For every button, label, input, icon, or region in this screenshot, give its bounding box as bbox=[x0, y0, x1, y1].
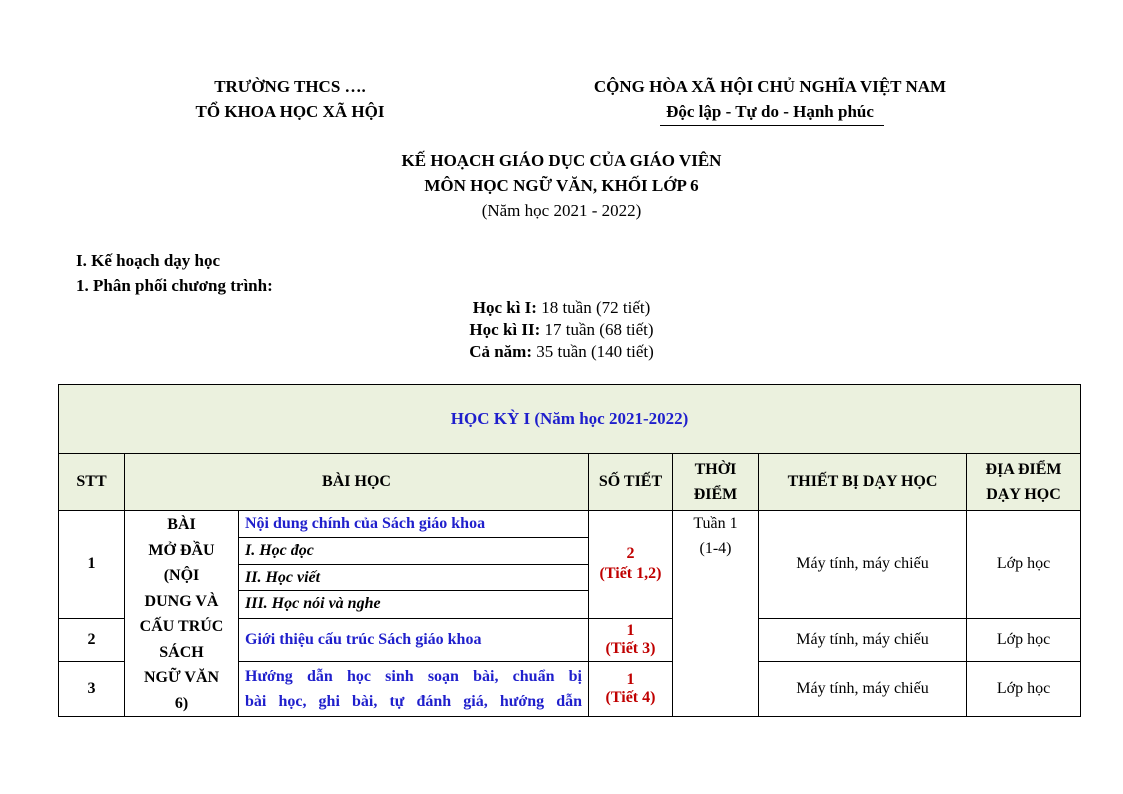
country-name: CỘNG HÒA XÃ HỘI CHỦ NGHĨA VIỆT NAM bbox=[593, 77, 947, 96]
lesson-item: II. Học viết bbox=[239, 564, 589, 590]
summary-year: Cả năm: 35 tuần (140 tiết) bbox=[469, 342, 654, 361]
title-line-1: KẾ HOẠCH GIÁO DỤC CỦA GIÁO VIÊN bbox=[401, 151, 722, 170]
row-equipment: Máy tính, máy chiếu bbox=[759, 511, 967, 619]
program-summary bbox=[0, 297, 1123, 363]
time-cell: Tuần 1 (1-4) bbox=[673, 511, 759, 717]
school-name: TRƯỜNG THCS …. bbox=[214, 77, 366, 96]
header-time: THỜI ĐIỂM bbox=[673, 454, 759, 511]
document-title bbox=[0, 148, 1123, 223]
semester-banner: HỌC KỲ I (Năm học 2021-2022) bbox=[59, 385, 1081, 454]
table-row bbox=[59, 511, 1081, 538]
title-line-2: MÔN HỌC NGỮ VĂN, KHỐI LỚP 6 bbox=[424, 176, 699, 195]
header-stt: STT bbox=[59, 454, 125, 511]
lesson-item: Nội dung chính của Sách giáo khoa bbox=[239, 511, 589, 538]
row-periods: 2 (Tiết 1,2) bbox=[589, 511, 673, 619]
row-location: Lớp học bbox=[967, 618, 1081, 661]
row-location: Lớp học bbox=[967, 511, 1081, 619]
table-header-row bbox=[59, 454, 1081, 511]
department-name: TỔ KHOA HỌC XÃ HỘI bbox=[195, 102, 385, 121]
lesson-item: III. Học nói và nghe bbox=[239, 591, 589, 618]
header-lesson: BÀI HỌC bbox=[125, 454, 589, 511]
country-header bbox=[560, 74, 980, 124]
lesson-group: BÀI MỞ ĐẦU (NỘI DUNG VÀ CẤU TRÚC SÁCH NGỮ VĂN 6) bbox=[125, 511, 239, 717]
row-stt: 1 bbox=[59, 511, 125, 619]
school-header bbox=[150, 74, 430, 124]
header-location: ĐỊA ĐIỂM DẠY HỌC bbox=[967, 454, 1081, 511]
row-equipment: Máy tính, máy chiếu bbox=[759, 662, 967, 717]
header-equipment: THIẾT BỊ DẠY HỌC bbox=[759, 454, 967, 511]
summary-semester-1: Học kì I: 18 tuần (72 tiết) bbox=[472, 298, 651, 317]
lesson-plan-table bbox=[58, 384, 1081, 717]
row-periods: 1 (Tiết 3) bbox=[589, 618, 673, 661]
row-location: Lớp học bbox=[967, 662, 1081, 717]
lesson-item: I. Học đọc bbox=[239, 538, 589, 564]
row-periods: 1 (Tiết 4) bbox=[589, 662, 673, 717]
section-subheading: 1. Phân phối chương trình: bbox=[76, 276, 273, 295]
section-heading: I. Kế hoạch dạy học bbox=[76, 251, 221, 270]
row-equipment: Máy tính, máy chiếu bbox=[759, 618, 967, 661]
row-stt: 3 bbox=[59, 662, 125, 717]
summary-semester-2: Học kì II: 17 tuần (68 tiết) bbox=[469, 320, 654, 339]
lesson-item: Giới thiệu cấu trúc Sách giáo khoa bbox=[239, 618, 589, 661]
row-stt: 2 bbox=[59, 618, 125, 661]
motto: Độc lập - Tự do - Hạnh phúc bbox=[666, 102, 874, 121]
lesson-item: Hướng dẫn học sinh soạn bài, chuẩn bị bài học, ghi bài, tự đánh giá, hướng dẫn bbox=[239, 662, 589, 717]
school-year: (Năm học 2021 - 2022) bbox=[481, 201, 642, 220]
header-periods: SỐ TIẾT bbox=[589, 454, 673, 511]
motto-underline bbox=[660, 125, 884, 126]
